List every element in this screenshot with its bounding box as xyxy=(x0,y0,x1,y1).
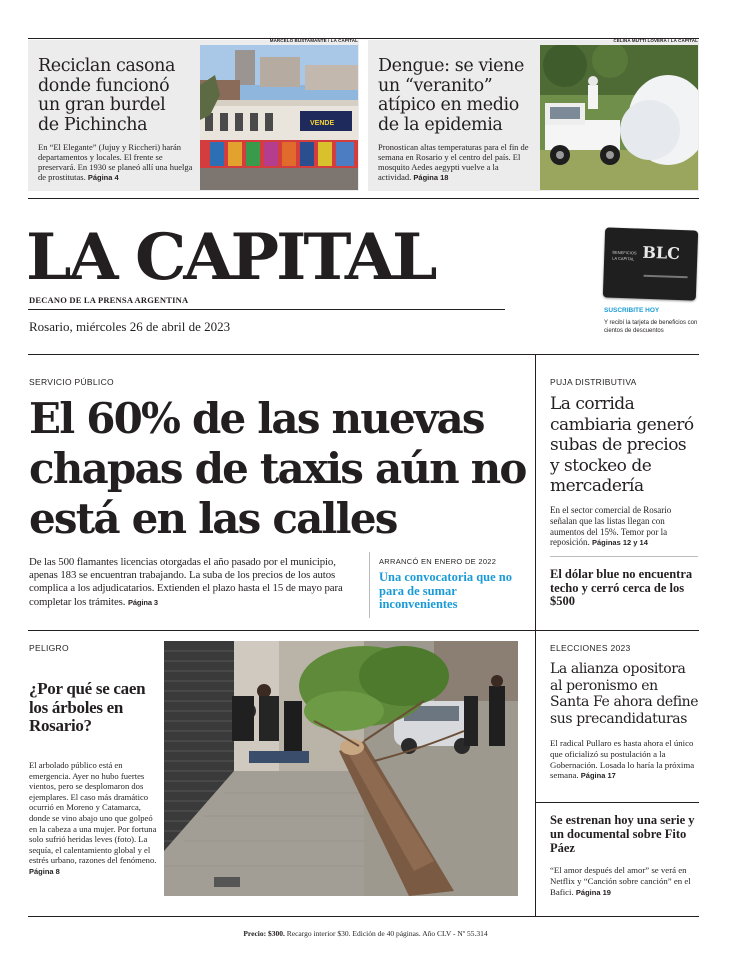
tree-image xyxy=(164,641,518,896)
card-brand: BLC xyxy=(642,242,681,264)
right-top-title[interactable]: La corrida cambiaria generó subas de precios y stockeo de mercadería xyxy=(550,394,694,496)
teaser-left-page: Página 4 xyxy=(87,173,119,182)
tree-photo xyxy=(164,641,518,896)
footer-rest: Recargo interior $30. Edición de 40 páginas. Año CLV - Nº 55.314 xyxy=(286,929,488,938)
footer-price: Precio: $300. xyxy=(243,929,285,938)
card-stripe xyxy=(644,275,688,279)
arboles-body xyxy=(29,760,157,878)
teaser-left-text: En “El Elegante” (Jujuy y Riccheri) harán departamentos y locales. El frente se preservará. En 1930 se planeó allí una huelga de prostitutas. xyxy=(38,142,193,182)
elecciones-page: Página 17 xyxy=(580,771,616,781)
elecciones-bottom-rule xyxy=(536,802,699,803)
masthead-bottom-rule xyxy=(28,354,699,355)
right-top-page: Páginas 12 y 14 xyxy=(592,538,648,548)
lead-kicker: SERVICIO PÚBLICO xyxy=(29,377,114,387)
fito-text: “El amor después del amor” se verá en Netflix y “Canción sobre canción” en el Bafici. xyxy=(550,865,691,897)
footer xyxy=(0,929,731,938)
lead-page: Página 3 xyxy=(127,597,158,607)
arboles-title[interactable]: ¿Por qué se caen los árboles en Rosario? xyxy=(29,679,146,735)
casona-photo xyxy=(200,45,358,190)
right-top-kicker: PUJA DISTRIBUTIVA xyxy=(550,377,637,387)
right-top-inner-rule xyxy=(550,556,698,557)
arboles-page: Página 8 xyxy=(29,866,60,876)
column-rule xyxy=(535,355,536,916)
subscribe-text: Y recibí la tarjeta de beneficios con cientos de descuentos xyxy=(604,320,698,334)
teaser-right-title: Dengue: se viene un “veranito” atípico en medio de la epidemia xyxy=(378,56,524,135)
subscribe-label[interactable]: SUSCRIBITE HOY xyxy=(604,307,660,314)
lead-headline[interactable]: El 60% de las nuevas chapas de taxis aún no está en las calles xyxy=(29,394,526,543)
masthead-tagline: DECANO DE LA PRENSA ARGENTINA xyxy=(29,295,189,305)
teaser-left-credit: MARCELO BUSTAMANTE / LA CAPITAL xyxy=(269,38,358,43)
lead-side-kicker: ARRANCÓ EN ENERO DE 2022 xyxy=(379,557,497,566)
masthead-rule xyxy=(28,309,505,310)
dengue-image xyxy=(540,45,698,190)
fito-title[interactable]: Se estrenan hoy una serie y un documental sobre Fito Páez xyxy=(550,813,695,855)
teaser-bottom-rule xyxy=(28,198,699,199)
teaser-left-body xyxy=(38,142,193,183)
teaser-right-credit: CELINA MUTTI LOVERA / LA CAPITAL xyxy=(613,38,698,43)
masthead-date: Rosario, miércoles 26 de abril de 2023 xyxy=(29,319,231,334)
benefit-card[interactable] xyxy=(603,227,698,300)
dolar-title[interactable]: El dólar blue no encuentra techo y cerró cerca de los $500 xyxy=(550,567,693,608)
mid-rule xyxy=(28,630,699,631)
lead-side-divider xyxy=(369,552,370,618)
lead-body-text: De las 500 flamantes licencias otorgadas el año pasado por el municipio, apenas 183 se encuentran trabajando. La suba de los precios de los autos complica a los adjudicatarios. Extienden el plazo hasta el 15 de mayo para completar los trámites. xyxy=(29,556,343,608)
lead-side-title[interactable]: Una convocatoria que no para de sumar inconvenientes xyxy=(379,570,512,611)
right-top-text: En el sector comercial de Rosario señalan que las listas llegan con aumentos del 15%. Temor por la reposición. xyxy=(550,505,672,548)
card-line2: LA CAPITAL xyxy=(612,255,635,262)
masthead-logo[interactable]: LA CAPITAL xyxy=(26,220,435,295)
elecciones-kicker: ELECCIONES 2023 xyxy=(550,643,631,653)
dengue-photo xyxy=(540,45,698,190)
fito-page: Página 19 xyxy=(575,887,611,897)
teaser-right-page: Página 18 xyxy=(413,173,449,182)
casona-image xyxy=(200,45,358,190)
footer-rule xyxy=(28,916,699,917)
teaser-right-body xyxy=(378,142,533,183)
teaser-right-text: Pronostican altas temperaturas para el fin de semana en Rosario y el centro del país. El mosquito Aedes aegypti vuelve a la actividad. xyxy=(378,142,529,182)
casona-sign: VENDE xyxy=(310,120,335,127)
arboles-kicker: PELIGRO xyxy=(29,643,69,653)
elecciones-title[interactable]: La alianza opositora al peronismo en Santa Fe ahora define sus precandidaturas xyxy=(550,661,699,727)
lead-body xyxy=(29,556,363,609)
teaser-left-title: Reciclan casona donde funcionó un gran burdel de Pichincha xyxy=(38,56,176,135)
elecciones-body xyxy=(550,738,700,782)
fito-body xyxy=(550,865,700,898)
right-top-body xyxy=(550,505,698,549)
elecciones-text: El radical Pullaro es hasta ahora el único que oficializó su postulación a la Gobernación. Losada lo haría la próxima semana. xyxy=(550,738,695,781)
arboles-text: El arbolado público está en emergencia. Ayer no hubo fuertes vientos, pero se desplomaron dos ejemplares. El caso más dramático ocurrió en Moreno y Catamarca, donde se vino abajo uno que golpeó en la cabeza a una mujer. Por fortuna solo sufrió heridas leves (foto). La sequía, el calentamiento global y el estrés urbano, razones del fenómeno. xyxy=(29,760,157,866)
card-line1: BENEFICIOS xyxy=(612,249,637,256)
